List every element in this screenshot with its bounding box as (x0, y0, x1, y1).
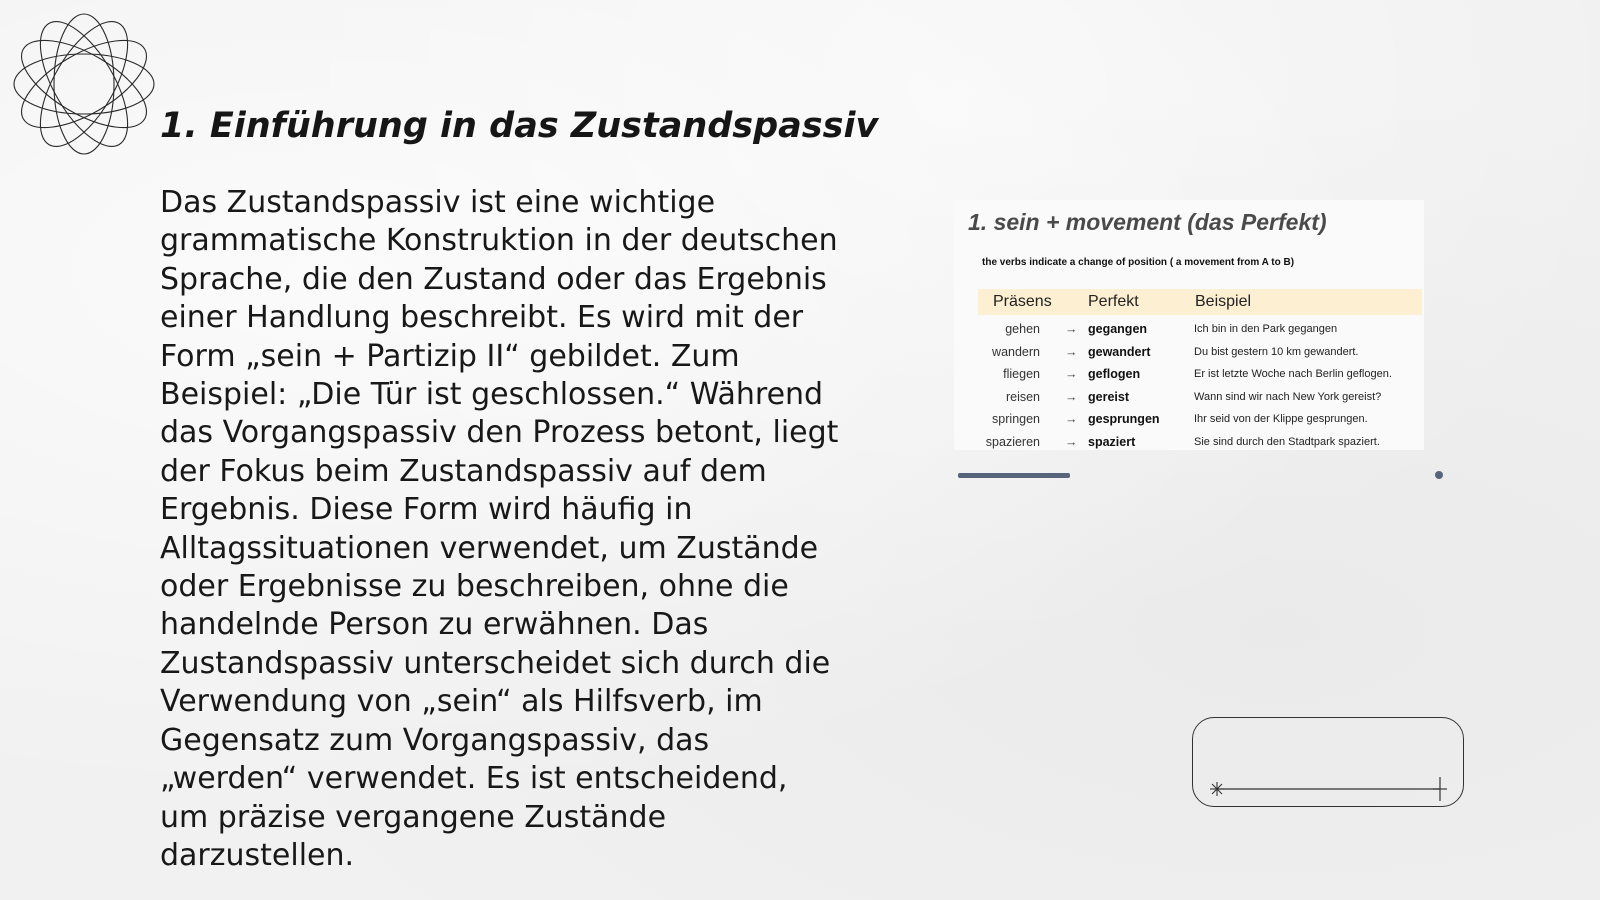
praesens-cell: gehen (1005, 322, 1040, 336)
praesens-cell: fliegen (1003, 367, 1040, 381)
table-row (954, 409, 1424, 432)
slide-title: 1. Einführung in das Zustandspassiv (160, 106, 879, 146)
perfekt-cell: gewandert (1088, 344, 1151, 359)
beispiel-cell: Du bist gestern 10 km gewandert. (1194, 345, 1359, 358)
progress-bar (958, 473, 1070, 478)
table-row (954, 342, 1424, 365)
arrow-icon: → (1065, 367, 1078, 381)
timeline-pill-icon (1192, 717, 1464, 807)
arrow-icon: → (1065, 412, 1078, 426)
table-row (954, 364, 1424, 387)
beispiel-cell: Ich bin in den Park gegangen (1194, 323, 1338, 335)
beispiel-cell: Er ist letzte Woche nach Berlin geflogen. (1194, 368, 1392, 380)
arrow-icon: → (1065, 389, 1078, 404)
beispiel-cell: Wann sind wir nach New York gereist? (1194, 390, 1382, 403)
timeline-line-icon (1193, 718, 1465, 808)
perfekt-cell: gesprungen (1088, 412, 1160, 426)
orbit-rings-icon (10, 10, 158, 158)
perfekt-cell: geflogen (1088, 367, 1141, 381)
beispiel-cell: Ihr seid von der Klippe gesprungen. (1194, 413, 1368, 425)
praesens-cell: wandern (992, 344, 1040, 359)
perfekt-cell: spaziert (1088, 434, 1136, 449)
progress-dot (1435, 471, 1443, 479)
perfekt-cell: gereist (1088, 389, 1129, 404)
arrow-icon: → (1065, 434, 1078, 449)
inset-subtitle: the verbs indicate a change of position ( a movement from A to B) (982, 257, 1295, 268)
table-row (954, 319, 1424, 342)
perfekt-cell: gegangen (1088, 322, 1148, 336)
header-beispiel: Beispiel (1195, 293, 1252, 310)
inset-title: 1. sein + movement (das Perfekt) (968, 209, 1327, 235)
beispiel-cell: Sie sind durch den Stadtpark spaziert. (1194, 435, 1380, 448)
praesens-cell: springen (992, 412, 1040, 426)
table-row (954, 432, 1424, 455)
arrow-icon: → (1065, 322, 1078, 336)
table-row (954, 387, 1424, 410)
header-praesens: Präsens (993, 293, 1052, 310)
slide-body-text: Das Zustandspassiv ist eine wichtige grammatische Konstruktion in der deutschen Sprache, die den Zustand oder das Ergebnis einer Handlung beschreibt. Es wird mit der Form „sein + Partizip II“ gebildet. Zum Beispiel: „Die Tür ist geschlossen.“ Während das Vorgangspassiv den Prozess betont, liegt der Fokus beim Zustandspassiv auf dem Ergebnis. Diese Form wird häufig in Alltagssituationen verwendet, um Zustände oder Ergebnisse zu beschreiben, ohne die handelnde Person zu erwähnen. Das Zustandspassiv unterscheidet sich durch die Verwendung von „sein“ als Hilfsverb, im Gegensatz zum Vorgangspassiv, das „werden“ verwendet. Es ist entscheidend, um präzise vergangene Zustände darzustellen. (160, 185, 839, 873)
praesens-cell: reisen (1005, 389, 1040, 404)
praesens-cell: spazieren (985, 434, 1040, 449)
header-perfekt: Perfekt (1088, 293, 1139, 310)
arrow-icon: → (1065, 344, 1078, 359)
verb-table-image (954, 200, 1424, 450)
verb-rows (954, 319, 1424, 454)
